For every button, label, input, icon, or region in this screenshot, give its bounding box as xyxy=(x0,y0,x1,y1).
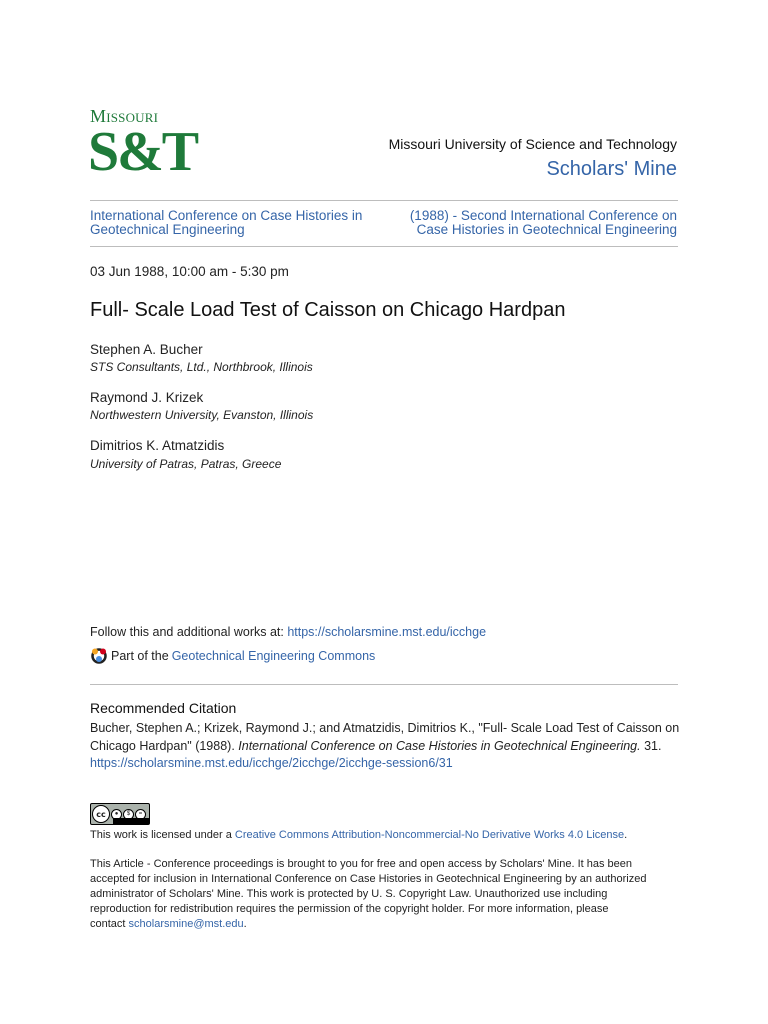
notice-line1: This Article - Conference proceedings is brought to you for free and open access by Scholars' Mine. It has been xyxy=(90,858,633,870)
author-name: Dimitrios K. Atmatzidis xyxy=(90,438,225,453)
citation-number: 31. xyxy=(640,738,662,753)
breadcrumb-conference-series-link[interactable] xyxy=(90,209,390,237)
logo-st-mark[interactable]: S&T xyxy=(88,121,198,183)
citation-heading: Recommended Citation xyxy=(90,700,237,716)
scholars-mine-link[interactable]: Scholars' Mine xyxy=(546,158,677,180)
cc-badge-strip xyxy=(113,818,149,824)
license-line xyxy=(90,829,627,841)
by-icon: ● xyxy=(111,809,122,820)
notice-contact-prefix: contact xyxy=(90,918,129,930)
paper-title: Full- Scale Load Test of Caisson on Chicago Hardpan xyxy=(90,299,566,321)
breadcrumb-left-line1: International Conference on Case Histories in xyxy=(90,208,363,223)
notice-suffix: . xyxy=(243,918,247,930)
author-name: Raymond J. Krizek xyxy=(90,390,204,405)
access-notice xyxy=(90,857,680,932)
collection-url-link[interactable]: https://scholarsmine.mst.edu/icchge xyxy=(287,625,487,639)
nd-icon: = xyxy=(135,809,146,820)
contact-email-link[interactable]: scholarsmine@mst.edu xyxy=(128,918,244,930)
citation-line1: Bucher, Stephen A.; Krizek, Raymond J.; and Atmatzidis, Dimitrios K., "Full- Scale Load Test of Caisson on xyxy=(90,721,680,735)
notice-line3: administrator of Scholars' Mine. This work is protected by U. S. Copyright Law. Unauthorized use including xyxy=(90,888,608,900)
author-affiliation: University of Patras, Patras, Greece xyxy=(90,457,282,471)
divider xyxy=(90,246,678,247)
notice-line2: accepted for inclusion in International Conference on Case Histories in Geotechnical Engineering by an authorized xyxy=(90,873,647,885)
breadcrumb-conference-edition-link[interactable] xyxy=(377,209,677,237)
breadcrumb-right-line1: (1988) - Second International Conference on xyxy=(409,208,677,223)
cc-icon: cc xyxy=(92,805,110,823)
follow-line xyxy=(90,625,486,639)
follow-prefix: Follow this and additional works at: xyxy=(90,625,288,639)
part-of-line xyxy=(90,647,375,665)
citation-text xyxy=(90,720,680,773)
author-affiliation: STS Consultants, Ltd., Northbrook, Illinois xyxy=(90,360,313,374)
geotechnical-commons-link[interactable]: Geotechnical Engineering Commons xyxy=(171,649,376,663)
license-suffix: . xyxy=(624,829,628,841)
event-date: 03 Jun 1988, 10:00 am - 5:30 pm xyxy=(90,264,289,279)
nc-icon: $ xyxy=(123,809,134,820)
breadcrumb-left-line2: Geotechnical Engineering xyxy=(90,222,245,237)
divider xyxy=(90,200,678,201)
divider xyxy=(90,684,678,685)
cc-license-link[interactable]: Creative Commons Attribution-Noncommercial-No Derivative Works 4.0 License xyxy=(234,829,625,841)
breadcrumb-right-line2: Case Histories in Geotechnical Engineering xyxy=(416,222,677,237)
digital-commons-network-icon xyxy=(90,647,108,665)
university-name: Missouri University of Science and Technology xyxy=(388,136,677,152)
citation-line2: Chicago Hardpan" (1988). xyxy=(90,738,239,753)
notice-line4: reproduction for redistribution requires the permission of the copyright holder. For more information, please xyxy=(90,903,609,915)
creative-commons-badge[interactable] xyxy=(90,803,150,825)
logo-missouri-text: Missouri xyxy=(90,106,159,126)
author-name: Stephen A. Bucher xyxy=(90,342,203,357)
part-of-prefix: Part of the xyxy=(111,649,169,663)
author-affiliation: Northwestern University, Evanston, Illinois xyxy=(90,408,314,422)
citation-url-link[interactable]: https://scholarsmine.mst.edu/icchge/2icchge/2icchge-session6/31 xyxy=(90,756,453,770)
citation-venue: International Conference on Case Histories in Geotechnical Engineering. xyxy=(238,738,641,753)
license-prefix: This work is licensed under a xyxy=(90,829,235,841)
